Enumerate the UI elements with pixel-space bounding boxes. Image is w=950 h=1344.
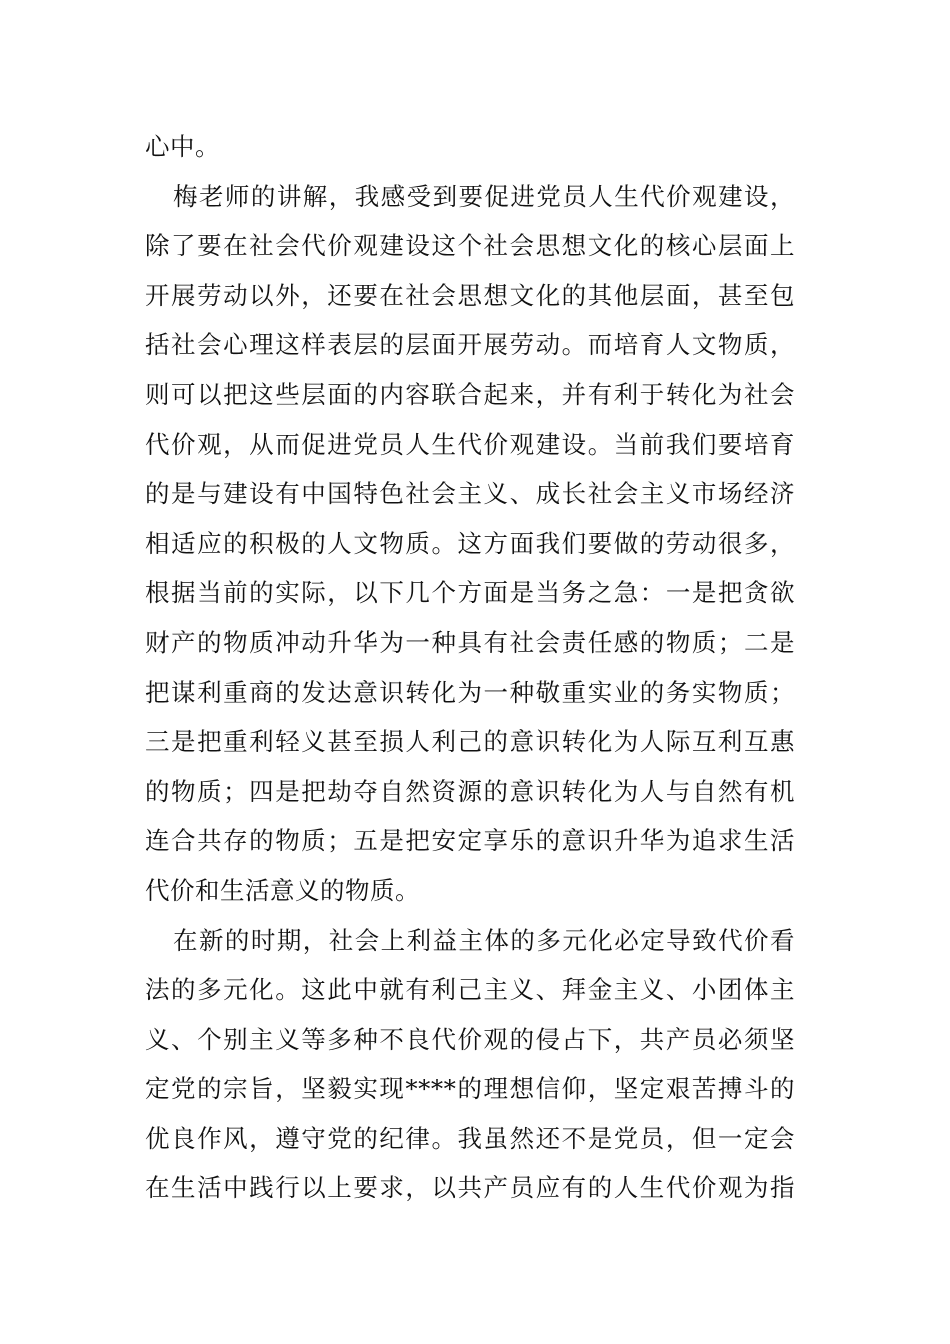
text-line: 定党的宗旨，坚毅实现****的理想信仰，坚定艰苦搏斗的 (145, 1074, 795, 1104)
text-line: 根据当前的实际，以下几个方面是当务之急：一是把贪欲 (145, 578, 795, 608)
text-line: 括社会心理这样表层的层面开展劳动。而培育人文物质， (145, 330, 795, 360)
text-line: 义、个别主义等多种不良代价观的侵占下，共产员必须坚 (145, 1024, 795, 1054)
body-text (145, 122, 795, 1213)
text-line: 的物质；四是把劫夺自然资源的意识转化为人与自然有机 (145, 776, 795, 806)
text-line: 代价和生活意义的物质。 (145, 875, 420, 905)
text-line: 法的多元化。这此中就有利己主义、拜金主义、小团体主 (145, 975, 795, 1005)
text-line: 则可以把这些层面的内容联合起来，并有利于转化为社会 (145, 379, 795, 409)
paragraph-first-line: 在新的时期，社会上利益主体的多元化必定导致代价看 (173, 925, 795, 955)
text-line: 的是与建设有中国特色社会主义、成长社会主义市场经济 (145, 479, 795, 509)
text-line: 在生活中践行以上要求，以共产员应有的人生代价观为指 (145, 1173, 795, 1203)
text-line: 连合共存的物质；五是把安定享乐的意识升华为追求生活 (145, 826, 795, 856)
text-line: 财产的物质冲动升华为一种具有社会责任感的物质；二是 (145, 627, 795, 657)
paragraph-first-line: 梅老师的讲解，我感受到要促进党员人生代价观建设， (173, 181, 795, 211)
text-line: 除了要在社会代价观建设这个社会思想文化的核心层面上 (145, 231, 795, 261)
text-line: 把谋利重商的发达意识转化为一种敬重实业的务实物质； (145, 677, 795, 707)
text-line: 代价观，从而促进党员人生代价观建设。当前我们要培育 (145, 429, 795, 459)
text-line: 三是把重利轻义甚至损人利己的意识转化为人际互利互惠 (145, 727, 795, 757)
text-line: 心中。 (145, 132, 220, 161)
text-line: 优良作风，遵守党的纪律。我虽然还不是党员，但一定会 (145, 1123, 795, 1153)
text-line: 相适应的积极的人文物质。这方面我们要做的劳动很多， (145, 528, 795, 558)
text-line: 开展劳动以外，还要在社会思想文化的其他层面，甚至包 (145, 280, 795, 310)
